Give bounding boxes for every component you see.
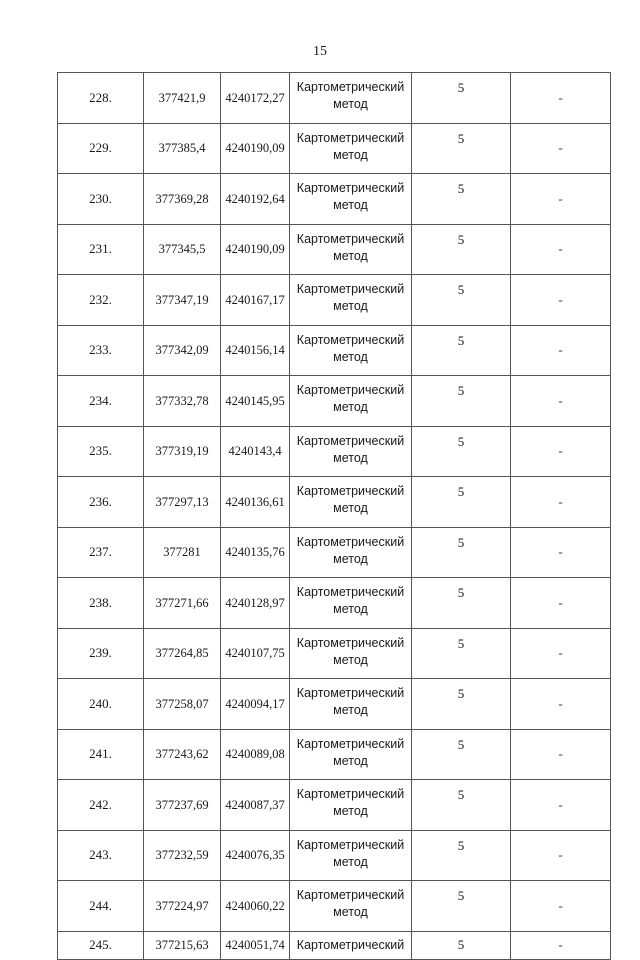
method-cell: Картометрический метод <box>290 174 412 225</box>
point-number-cell: 234. <box>58 376 144 427</box>
x-coordinate-cell: 377215,63 <box>144 931 221 959</box>
note-cell: - <box>511 73 611 124</box>
y-coordinate-cell: 4240135,76 <box>221 527 290 578</box>
accuracy-cell: 5 <box>412 73 511 124</box>
method-cell: Картометрический метод <box>290 628 412 679</box>
accuracy-cell: 5 <box>412 881 511 932</box>
y-coordinate-cell: 4240145,95 <box>221 376 290 427</box>
x-coordinate-cell: 377243,62 <box>144 729 221 780</box>
accuracy-cell: 5 <box>412 931 511 959</box>
note-cell: - <box>511 224 611 275</box>
method-cell: Картометрический метод <box>290 578 412 629</box>
method-cell: Картометрический метод <box>290 881 412 932</box>
point-number-cell: 241. <box>58 729 144 780</box>
note-cell: - <box>511 174 611 225</box>
point-number-cell: 235. <box>58 426 144 477</box>
table-row <box>58 477 611 528</box>
table-row <box>58 679 611 730</box>
accuracy-cell: 5 <box>412 780 511 831</box>
table-row <box>58 174 611 225</box>
method-cell: Картометрический метод <box>290 780 412 831</box>
y-coordinate-cell: 4240107,75 <box>221 628 290 679</box>
note-cell: - <box>511 628 611 679</box>
method-cell: Картометрический метод <box>290 679 412 730</box>
note-cell: - <box>511 275 611 326</box>
table-row <box>58 780 611 831</box>
x-coordinate-cell: 377264,85 <box>144 628 221 679</box>
note-cell: - <box>511 679 611 730</box>
point-number-cell: 239. <box>58 628 144 679</box>
x-coordinate-cell: 377281 <box>144 527 221 578</box>
accuracy-cell: 5 <box>412 628 511 679</box>
note-cell: - <box>511 931 611 959</box>
table-row <box>58 123 611 174</box>
point-number-cell: 237. <box>58 527 144 578</box>
x-coordinate-cell: 377319,19 <box>144 426 221 477</box>
method-cell: Картометрический метод <box>290 123 412 174</box>
accuracy-cell: 5 <box>412 527 511 578</box>
point-number-cell: 232. <box>58 275 144 326</box>
x-coordinate-cell: 377347,19 <box>144 275 221 326</box>
x-coordinate-cell: 377421,9 <box>144 73 221 124</box>
point-number-cell: 238. <box>58 578 144 629</box>
y-coordinate-cell: 4240172,27 <box>221 73 290 124</box>
x-coordinate-cell: 377297,13 <box>144 477 221 528</box>
accuracy-cell: 5 <box>412 426 511 477</box>
table-row <box>58 931 611 959</box>
table-row <box>58 527 611 578</box>
table-row <box>58 628 611 679</box>
x-coordinate-cell: 377232,59 <box>144 830 221 881</box>
point-number-cell: 229. <box>58 123 144 174</box>
x-coordinate-cell: 377224,97 <box>144 881 221 932</box>
y-coordinate-cell: 4240136,61 <box>221 477 290 528</box>
x-coordinate-cell: 377385,4 <box>144 123 221 174</box>
accuracy-cell: 5 <box>412 477 511 528</box>
note-cell: - <box>511 780 611 831</box>
point-number-cell: 228. <box>58 73 144 124</box>
y-coordinate-cell: 4240051,74 <box>221 931 290 959</box>
table-row <box>58 325 611 376</box>
point-number-cell: 236. <box>58 477 144 528</box>
method-cell: Картометрический метод <box>290 224 412 275</box>
y-coordinate-cell: 4240089,08 <box>221 729 290 780</box>
x-coordinate-cell: 377271,66 <box>144 578 221 629</box>
point-number-cell: 243. <box>58 830 144 881</box>
page-number: 15 <box>313 44 327 59</box>
table-row <box>58 881 611 932</box>
point-number-cell: 242. <box>58 780 144 831</box>
accuracy-cell: 5 <box>412 578 511 629</box>
method-cell: Картометрический метод <box>290 275 412 326</box>
point-number-cell: 245. <box>58 931 144 959</box>
y-coordinate-cell: 4240167,17 <box>221 275 290 326</box>
accuracy-cell: 5 <box>412 174 511 225</box>
note-cell: - <box>511 477 611 528</box>
table-body <box>58 73 611 960</box>
point-number-cell: 231. <box>58 224 144 275</box>
method-cell: Картометрический <box>290 931 412 959</box>
accuracy-cell: 5 <box>412 224 511 275</box>
x-coordinate-cell: 377258,07 <box>144 679 221 730</box>
accuracy-cell: 5 <box>412 123 511 174</box>
method-cell: Картометрический метод <box>290 325 412 376</box>
method-cell: Картометрический метод <box>290 73 412 124</box>
accuracy-cell: 5 <box>412 376 511 427</box>
x-coordinate-cell: 377369,28 <box>144 174 221 225</box>
table-row <box>58 729 611 780</box>
method-cell: Картометрический метод <box>290 477 412 528</box>
table-row <box>58 73 611 124</box>
y-coordinate-cell: 4240190,09 <box>221 123 290 174</box>
note-cell: - <box>511 123 611 174</box>
note-cell: - <box>511 729 611 780</box>
y-coordinate-cell: 4240094,17 <box>221 679 290 730</box>
accuracy-cell: 5 <box>412 679 511 730</box>
y-coordinate-cell: 4240128,97 <box>221 578 290 629</box>
method-cell: Картометрический метод <box>290 376 412 427</box>
table-row <box>58 830 611 881</box>
accuracy-cell: 5 <box>412 830 511 881</box>
y-coordinate-cell: 4240087,37 <box>221 780 290 831</box>
note-cell: - <box>511 426 611 477</box>
x-coordinate-cell: 377332,78 <box>144 376 221 427</box>
note-cell: - <box>511 325 611 376</box>
method-cell: Картометрический метод <box>290 426 412 477</box>
accuracy-cell: 5 <box>412 275 511 326</box>
note-cell: - <box>511 881 611 932</box>
y-coordinate-cell: 4240190,09 <box>221 224 290 275</box>
note-cell: - <box>511 376 611 427</box>
point-number-cell: 244. <box>58 881 144 932</box>
coordinates-table <box>57 72 611 960</box>
point-number-cell: 230. <box>58 174 144 225</box>
method-cell: Картометрический метод <box>290 830 412 881</box>
y-coordinate-cell: 4240192,64 <box>221 174 290 225</box>
note-cell: - <box>511 830 611 881</box>
note-cell: - <box>511 527 611 578</box>
x-coordinate-cell: 377342,09 <box>144 325 221 376</box>
y-coordinate-cell: 4240076,35 <box>221 830 290 881</box>
table-row <box>58 376 611 427</box>
y-coordinate-cell: 4240143,4 <box>221 426 290 477</box>
method-cell: Картометрический метод <box>290 729 412 780</box>
table-row <box>58 224 611 275</box>
y-coordinate-cell: 4240060,22 <box>221 881 290 932</box>
accuracy-cell: 5 <box>412 729 511 780</box>
point-number-cell: 233. <box>58 325 144 376</box>
note-cell: - <box>511 578 611 629</box>
accuracy-cell: 5 <box>412 325 511 376</box>
table-row <box>58 426 611 477</box>
table-row <box>58 275 611 326</box>
table-row <box>58 578 611 629</box>
method-cell: Картометрический метод <box>290 527 412 578</box>
point-number-cell: 240. <box>58 679 144 730</box>
x-coordinate-cell: 377345,5 <box>144 224 221 275</box>
x-coordinate-cell: 377237,69 <box>144 780 221 831</box>
y-coordinate-cell: 4240156,14 <box>221 325 290 376</box>
